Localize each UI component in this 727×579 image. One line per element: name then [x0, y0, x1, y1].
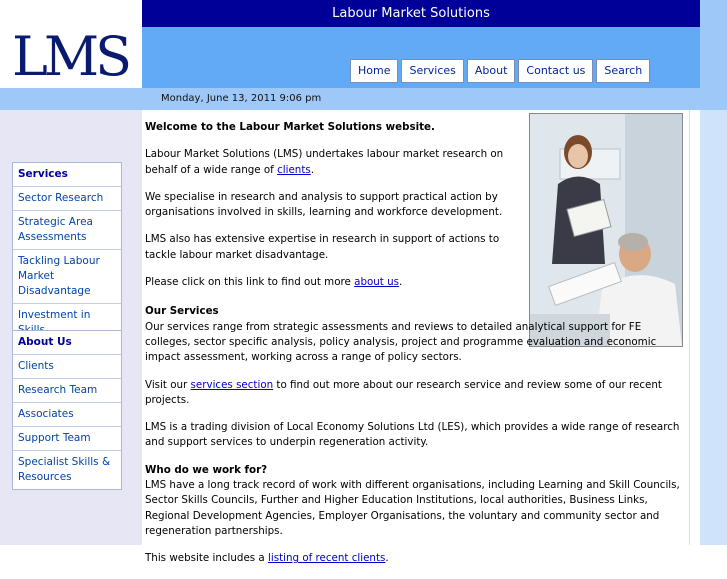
sidebar-item-investment-in-skills[interactable]: Investment in: [18, 309, 91, 321]
header-band: [142, 27, 700, 88]
sidebar-item-strategic-area-assessments[interactable]: Strategic Area Assessments: [13, 211, 121, 250]
nav-search-button[interactable]: Search: [596, 59, 650, 83]
sidebar-item-sector-research[interactable]: Sector Research: [13, 187, 121, 211]
nav-home-button[interactable]: Home: [350, 59, 398, 83]
sidebar-item-tackling-disadvantage[interactable]: Tackling Labour Market Disadvantage: [13, 250, 121, 304]
sidebar-item-about-us[interactable]: About Us: [13, 331, 121, 355]
specialise-paragraph: We specialise in research and analysis to support practical action by organisations involved in skills, learning and workforce development.: [145, 190, 503, 219]
welcome-heading: Welcome to the Labour Market Solutions website.: [145, 121, 435, 133]
main-content: [145, 120, 685, 579]
les-paragraph: LMS is a trading division of Local Economy Solutions Ltd (LES), which provides a wide range of research and support services to underpin regeneration activity.: [145, 421, 680, 449]
about-us-link[interactable]: about us: [354, 276, 400, 289]
nav-services-button[interactable]: Services: [401, 59, 463, 83]
sidebar-item-services[interactable]: Services: [13, 163, 121, 187]
right-decor-strip-top: [700, 0, 727, 110]
clients-listing-paragraph: [145, 551, 685, 566]
expertise-paragraph: LMS also has extensive expertise in research in support of actions to tackle labour market disadvantage.: [145, 233, 500, 261]
about-link-text: Please click on this link to find out more: [145, 276, 355, 289]
top-nav: [350, 59, 650, 83]
who-text: LMS have a long track record of work with different organisations, including Learning and Skill Councils, Sector Skills Councils, Further and Higher Education Institutions, local authorities, Business Links, Regional Development Agencies, Employer Organisations, the voluntary and community sector and regeneration partnerships.: [145, 479, 680, 537]
nav-about-button[interactable]: About: [467, 59, 516, 83]
lms-logo[interactable]: LMS: [12, 25, 129, 88]
logo-area: [0, 0, 142, 88]
visit-text: Visit our: [145, 378, 191, 391]
our-services-heading: Our Services: [145, 305, 219, 318]
sidebar-item-support-team[interactable]: Support Team: [13, 427, 121, 451]
date-text: Monday, June 13, 2011 9:06 pm: [161, 93, 322, 104]
date-bar: [0, 88, 700, 110]
intro-text: Labour Market Solutions (LMS) undertakes labour market research on behalf of a wide range of: [145, 148, 504, 176]
services-text: Our services range from strategic assessments and reviews to detailed analytical support for FE colleges, sector specific analysis, policy analysis, project and programme evaluation and economic impact assessment, working across a range of policy sectors.: [145, 320, 657, 364]
who-heading: Who do we work for?: [145, 463, 268, 476]
services-section-link[interactable]: services section: [190, 378, 274, 391]
sidebar-item-specialist-skills[interactable]: Specialist Skills & Resources: [18, 456, 111, 483]
clients-listing-text: This website includes a: [145, 552, 269, 565]
clients-link[interactable]: clients: [277, 163, 311, 176]
site-title: Labour Market Solutions: [332, 6, 490, 21]
about-menu: [12, 330, 122, 490]
nav-contact-button[interactable]: Contact us: [518, 59, 593, 83]
title-bar: [142, 0, 700, 27]
about-link-text-end: .: [399, 276, 403, 289]
right-decor-strip: [700, 0, 727, 545]
sidebar-item-associates[interactable]: Associates: [13, 403, 121, 427]
visit-paragraph: [145, 378, 685, 409]
intro-paragraph: [145, 147, 507, 178]
sidebar-item-research-team[interactable]: Research Team: [13, 379, 121, 403]
content-divider: [689, 110, 690, 545]
intro-text-end: .: [310, 163, 315, 176]
about-link-paragraph: [145, 275, 507, 290]
recent-clients-link[interactable]: listing of recent clients: [268, 552, 386, 565]
sidebar-item-clients[interactable]: Clients: [13, 355, 121, 379]
visit-text-end: to find out more about our research service and review some of our recent projects.: [145, 378, 662, 406]
clients-listing-text-end: .: [385, 552, 389, 565]
services-menu: [12, 162, 122, 343]
